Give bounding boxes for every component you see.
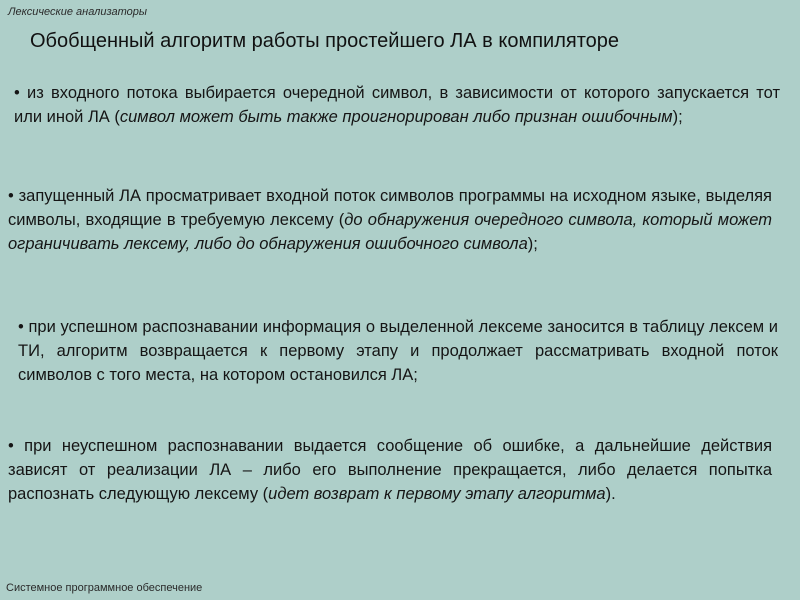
slide-footer: Системное программное обеспечение <box>6 582 203 594</box>
bullet-text: из входного потока выбирается очередной символ, в зависимости от которого запускается тот или иной ЛА ( <box>14 84 780 126</box>
bullet-italic-text: символ может быть также проигнорирован либо признан ошибочным <box>119 108 673 126</box>
bullet-item-3 <box>18 315 778 387</box>
bullet-dot: • <box>18 318 24 336</box>
bullet-dot: • <box>8 187 14 205</box>
bullet-italic-text: до обнаружения очередного символа, который может ограничивать лексему, либо до обнаружения ошибочного символа <box>8 211 772 253</box>
bullet-italic-text: идет возврат к первому этапу алгоритма <box>268 485 606 503</box>
bullet-text: при неуспешном распознавании выдается сообщение об ошибке, а дальнейшие действия зависят от реализации ЛА – либо его выполнение прекращается, либо делается попытка распознать следующую лексему ( <box>8 437 772 503</box>
slide-header: Лексические анализаторы <box>8 6 147 18</box>
bullet-text: запущенный ЛА просматривает входной поток символов программы на исходном языке, выделяя символы, входящие в требуемую лексему ( <box>8 187 772 229</box>
bullet-dot: • <box>8 437 14 455</box>
bullet-item-2 <box>8 184 772 256</box>
bullet-item-1 <box>14 81 780 129</box>
bullet-text-end: ); <box>527 235 538 253</box>
slide-title: Обобщенный алгоритм работы простейшего ЛА в компиляторе <box>30 30 620 52</box>
bullet-text-end: ). <box>605 485 616 503</box>
bullet-dot: • <box>14 84 20 102</box>
bullet-item-4 <box>8 434 772 506</box>
bullet-text: при успешном распознавании информация о выделенной лексеме заносится в таблицу лексем и ТИ, алгоритм возвращается к первому этапу и продолжает рассматривать входной поток символов с того места, на котором остановился ЛА; <box>18 318 778 384</box>
bullet-text-end: ); <box>672 108 683 126</box>
